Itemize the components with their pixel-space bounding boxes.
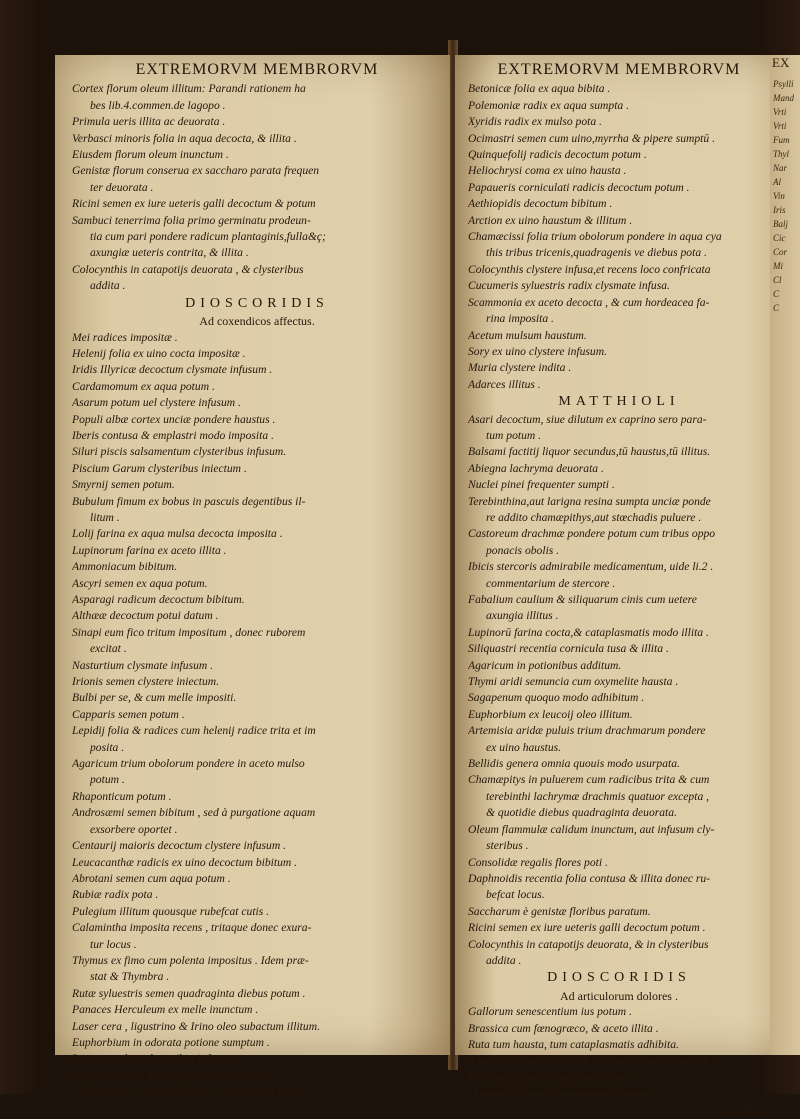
text-line: Bellidis genera omnia quouis modo usurpata.	[468, 757, 680, 771]
text-line: Ascyri semen ex aqua potum.	[72, 576, 208, 590]
sliver-line: Cic	[773, 233, 786, 243]
text-line: Quinquefolij radicis decoctum potum .	[468, 148, 647, 162]
text-line: Eiusdem florum oleum inunctum .	[72, 148, 229, 162]
text-line: Verbasci minoris folia in aqua decocta, & illita .	[72, 131, 297, 145]
sliver-line: C	[773, 289, 780, 299]
text-line: Sagapenum quoquo modo adhibitum .	[468, 691, 645, 705]
text-line: Bulbi per se, & cum melle impositi.	[72, 691, 237, 705]
text-line: Smyrnij semen potum.	[72, 478, 175, 492]
text-line: tum potum .	[486, 428, 542, 442]
right-column	[468, 62, 770, 1119]
text-line: Scammonia ex aceto decocta , & cum hordeacea fa-	[468, 295, 710, 309]
sliver-line: Iris	[773, 205, 786, 215]
text-line: Ocimastri semen cum uino,myrrha & pipere sumptū .	[468, 131, 715, 145]
text-line: tia cum pari pondere radicum plantaginis,fulla&ç;	[90, 230, 326, 244]
sliver-line: C	[773, 303, 780, 313]
text-line: steribus .	[486, 839, 529, 853]
text-line: Euphorbium ex leucoij oleo illitum.	[468, 707, 633, 721]
text-line: Cardamomum ex aqua potum .	[72, 379, 215, 393]
text-line: Muria clystere indita .	[468, 361, 572, 375]
text-line: Polemoniæ radix ex aqua sumpta .	[468, 98, 630, 112]
text-line: Agaricum trium obolorum pondere in aceto mulso	[72, 757, 305, 771]
sliver-line: Mand	[773, 93, 794, 103]
sliver-line: Al	[773, 177, 781, 187]
right-section-title-matthioli: MATTHIOLI	[558, 394, 680, 410]
text-line: Thymi aridi semuncia cum oxymelite hausta .	[468, 675, 679, 689]
right-section-title-dioscoridis: DIOSCORIDIS	[547, 970, 691, 986]
text-line: Calamintha imposita recens , tritaque donec exura-	[72, 921, 312, 935]
text-line: Laser cera , ligustrino & Irino oleo subactum illitum.	[72, 1019, 320, 1033]
right-lines-b	[468, 412, 770, 970]
text-line: Castoreum drachmæ pondere potum cum tribus oppo	[468, 527, 716, 541]
text-line: Adarces illitus .	[468, 377, 541, 391]
text-line: rina imposita .	[486, 312, 554, 326]
text-line: Irionis semen clystere iniectum.	[72, 675, 220, 689]
text-line: Helenij folia ex uino cocta impositæ .	[72, 346, 246, 360]
text-line: Colocynthis clystere infusa,et recens loco confricata	[468, 262, 711, 276]
text-line: Cortex florum oleum illitum: Parandi rationem ha	[72, 82, 306, 96]
left-section-subtitle: Ad coxendicos affectus.	[199, 314, 315, 329]
text-line: addita .	[90, 279, 126, 293]
text-line: Daphnoidis recentia folia contusa & illita donec ru-	[468, 871, 711, 885]
sliver-line: Psylli	[773, 79, 794, 89]
sliver-lines	[770, 77, 800, 315]
text-line: Leontopetalum clysteribus infusum .	[72, 1052, 241, 1066]
text-line: Quinquefolij radicis decoctum bibitum .	[468, 1087, 654, 1101]
sliver-running-head: EX	[772, 55, 790, 70]
text-line: befcat locus.	[486, 888, 545, 902]
text-line: Primula ueris illita ac deuorata .	[72, 115, 226, 129]
sliver-line: Vin	[773, 191, 785, 201]
text-line: Pulegium illitum quousque rubefcat cutis .	[72, 904, 270, 918]
text-line: Rhaponticum potum .	[72, 789, 172, 803]
text-line: Fabalium caulium & siliquarum cinis cum uetere	[468, 593, 697, 606]
right-section-subtitle: Ad articulorum dolores .	[560, 988, 678, 1003]
text-line: axungiæ ueteris contrita, & illita .	[90, 246, 249, 260]
sliver-line: Thyl	[773, 149, 790, 159]
text-line: excitat .	[90, 642, 127, 656]
text-line: Althææ decoctum potui datum .	[72, 609, 219, 623]
text-line: tur locus .	[90, 937, 137, 951]
sliver-line: Mi	[773, 261, 783, 271]
left-column	[72, 62, 442, 1101]
sliver-line: Fum	[773, 135, 790, 145]
text-line: Arction ex uino haustum & illitum .	[468, 213, 633, 227]
sliver-line: Cl	[773, 275, 782, 285]
text-line: Betonicæ folia ex aqua bibita .	[468, 82, 611, 96]
text-line: Asari decoctum, siue dilutum ex caprino sero para-	[468, 412, 707, 426]
text-line: Asparagi radicum decoctum bibitum.	[72, 593, 245, 606]
text-line: Melissophyllum ex sale impositum .	[468, 1070, 634, 1084]
text-line: Aethiopidis decoctum bibitum .	[468, 197, 613, 211]
sliver-line: Balj	[773, 219, 788, 229]
text-line: Ruta tum hausta, tum cataplasmatis adhibita.	[468, 1037, 679, 1051]
text-line: ponacis obolis .	[486, 543, 560, 557]
text-line: Nuclei pinei frequenter sumpti .	[468, 478, 615, 492]
text-line: Heliochrysi coma ex uino hausta .	[468, 164, 627, 178]
text-line: Siliquastri recentia cornicula tusa & illita .	[468, 642, 669, 656]
text-line: Asarum potum uel clystere infusum .	[72, 396, 241, 410]
text-line: Lupinorū farina cocta,& cataplasmatis modo illita .	[468, 625, 709, 639]
text-line: Iridis Illyricæ decoctum clysmate infusum .	[72, 363, 273, 377]
text-line: Colocynthis in catapotijs deuorata , & clysteribus	[72, 262, 304, 276]
sliver-line: Cor	[773, 247, 788, 257]
text-line: Lolij farina ex aqua mulsa decocta imposita .	[72, 527, 283, 541]
text-line: Centaurij maioris decoctum clystere infusum .	[72, 839, 287, 853]
text-line: Iberis contusa & emplastri modo imposita .	[72, 428, 274, 442]
next-page-sliver	[770, 55, 800, 1055]
text-line: addita .	[486, 953, 522, 967]
sliver-line: Vrti	[773, 121, 787, 131]
text-line: Sinapi eum fico tritum impositum , donec ruborem	[72, 625, 306, 639]
text-line: stat & Thymbra .	[90, 970, 170, 984]
text-line: Papaueris corniculati radicis decoctum potum .	[468, 180, 690, 194]
text-line: this tribus tricenis,quadragenis ve diebus pota .	[486, 246, 707, 260]
text-line: Consolidæ regalis flores poti .	[468, 855, 608, 869]
text-line: Lupinorum farina ex aceto illita .	[72, 543, 227, 557]
text-line: Chamæpithyos folia xl.diebus ex dulci aqua bibita .	[72, 1085, 311, 1099]
text-line: Agaricum in potionibus additum.	[468, 658, 622, 672]
sliver-line: Nar	[773, 163, 788, 173]
text-line: Panaces Herculeum ex melle inunctum .	[72, 1003, 259, 1017]
text-line: Ibicis stercoris admirabile medicamentum, uide li.2 .	[468, 560, 714, 574]
text-line: Sory ex uino clystere infusum.	[468, 344, 607, 358]
text-line: Ricini semen ex iure ueteris galli decoctum & potum	[72, 197, 316, 211]
text-line: Populi albæ cortex unciæ pondere haustus .	[72, 412, 276, 426]
text-line: Artemisia aridæ puluis trium drachmarum pondere	[468, 724, 706, 738]
text-line: posita .	[90, 740, 125, 754]
text-line: Colocynthis in catapotijs deuorata, & in clysteribus	[468, 937, 709, 951]
text-line: bes lib.4.commen.de lagopo .	[90, 98, 226, 112]
text-line: Siluri piscis salsamentum clysteribus infusum.	[72, 445, 287, 459]
text-line: Ricini semen ex iure ueteris galli decoctum potum .	[468, 921, 706, 935]
text-line: Thymus ex fimo cum polenta impositus . Idem præ-	[72, 953, 309, 967]
text-line: Euphorbium in odorata potione sumptum .	[72, 1035, 270, 1049]
text-line: Oleum flammulæ calidum inunctum, aut infusum cly-	[468, 822, 715, 836]
left-lines-top	[72, 81, 442, 294]
left-section-title: DIOSCORIDIS	[185, 295, 329, 311]
text-line: Piscium Garum clysteribus iniectum .	[72, 461, 247, 475]
text-line: Ammoniacum bibitum.	[72, 560, 177, 574]
text-line: potum .	[90, 773, 125, 787]
text-line: Capparis semen potum .	[72, 707, 185, 721]
text-line: Sambuci tenerrima folia primo germinatu prodeun-	[72, 213, 311, 227]
text-line: commentarium de stercore .	[486, 576, 616, 590]
text-line: Cucumeris syluestris radix clysmate infusa.	[468, 279, 670, 293]
text-line: Xyridis radix ex mulso pota .	[468, 115, 602, 129]
text-line: Chamæcissi folia trium obolorum pondere in aqua cya	[468, 230, 722, 244]
text-line: Chamæpitys in puluerem cum radicibus trita & cum	[468, 773, 710, 787]
text-line: Lepidij folia & radices cum helenij radice trita et im	[72, 724, 316, 738]
text-line: terebinthi lachrymæ drachmis quatuor excepta ,	[486, 789, 710, 803]
text-line: Leucacanthæ radicis ex uino decoctum bibitum .	[72, 855, 298, 869]
catchword: Psyllium	[723, 1103, 764, 1117]
text-line: ter deuorata .	[90, 180, 154, 194]
text-line: & quotidie diebus quadraginta deuorata.	[486, 806, 677, 820]
text-line: Abiegna lachryma deuorata .	[468, 461, 604, 475]
text-line: Agaricum drachmæ pondere ex aceto mulso sumptū .	[468, 1054, 715, 1068]
left-lines-bottom	[72, 330, 442, 1101]
text-line: exsorbere oportet .	[90, 822, 178, 836]
text-line: litum .	[90, 510, 120, 524]
text-line: re addito chamæpithys,aut stœchadis puluere .	[486, 510, 702, 524]
text-line: Rubiæ radix pota .	[72, 888, 159, 902]
text-line: Abrotani semen cum aqua potum .	[72, 871, 231, 885]
sliver-line: Vrti	[773, 107, 787, 117]
text-line: Nasturtium clysmate infusum .	[72, 658, 214, 672]
text-line: Genistæ florum conserua ex saccharo parata frequen	[72, 164, 320, 178]
text-line: Saccharum è genistæ floribus paratum.	[468, 904, 651, 918]
text-line: Balsami factitij liquor secundus,tū haustus,tū illitus.	[468, 445, 711, 459]
text-line: ex uino haustus.	[486, 740, 562, 754]
text-line: Gallorum senescentium ius potum .	[468, 1005, 632, 1019]
text-line: Rutæ syluestris semen quadraginta diebus potum .	[72, 986, 306, 1000]
left-running-head: EXTREMORVM MEMBRORVM	[135, 61, 379, 78]
text-line: Hyperici semen quadraginta diebus potum .	[72, 1068, 276, 1082]
text-line: Androsæmi semen bibitum , sed à purgatione aquam	[72, 806, 316, 820]
text-line: Brassica cum fœnogræco, & aceto illita .	[468, 1021, 659, 1035]
text-line: Bubulum fimum ex bobus in pascuis degentibus il-	[72, 494, 306, 508]
right-lines-a	[468, 81, 770, 393]
text-line: Mei radices impositæ .	[72, 330, 178, 344]
right-lines-c	[468, 1004, 770, 1102]
text-line: Terebinthina,aut larigna resina sumpta unciæ ponde	[468, 494, 711, 508]
text-line: Acetum mulsum haustum.	[468, 328, 587, 342]
right-running-head: EXTREMORVM MEMBRORVM	[497, 61, 741, 78]
text-line: axungia illitus .	[486, 609, 559, 623]
